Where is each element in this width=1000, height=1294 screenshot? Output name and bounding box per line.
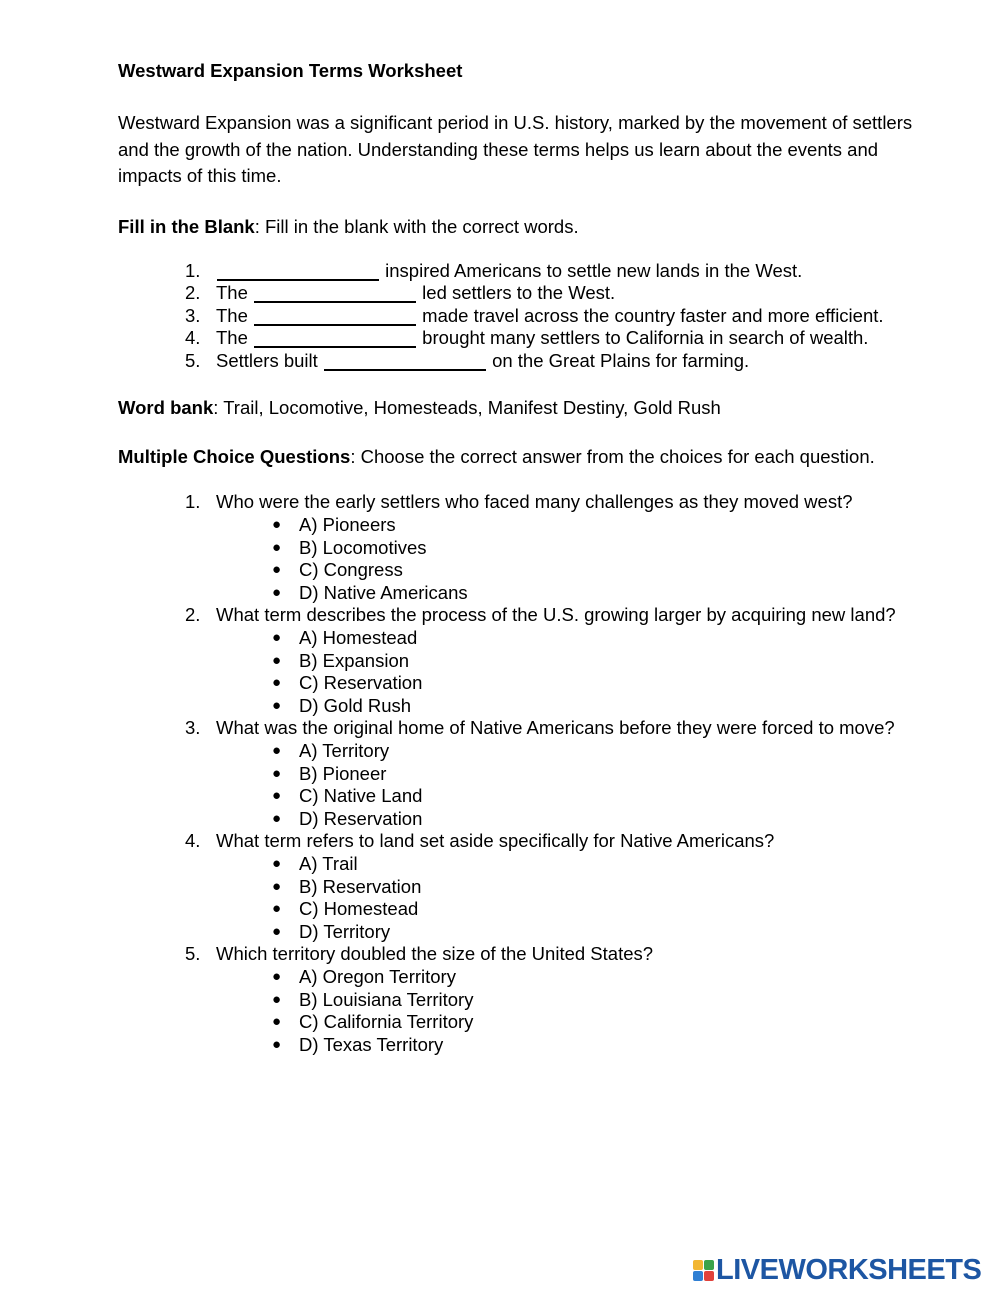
question-line [118, 943, 958, 966]
bullet-icon: ● [272, 696, 282, 714]
bullet-icon: ● [272, 854, 282, 872]
choice-list [118, 627, 958, 717]
bullet-icon: ● [272, 922, 282, 940]
question-text: What was the original home of Native Americans before they were forced to move? [216, 717, 895, 739]
choice-text: B) Expansion [299, 649, 410, 671]
bullet-icon: ● [272, 877, 282, 895]
item-number: 2. [185, 282, 201, 304]
mcq-list [118, 491, 958, 1056]
item-text-before: The [216, 304, 254, 326]
word-bank-words: : Trail, Locomotive, Homesteads, Manifest Destiny, Gold Rush [213, 397, 721, 419]
answer-blank-input[interactable] [217, 261, 379, 281]
answer-blank-input[interactable] [324, 351, 486, 371]
answer-choice[interactable] [118, 514, 958, 537]
word-bank [118, 396, 958, 420]
choice-text: A) Pioneers [299, 514, 396, 536]
mcq-question [118, 830, 958, 943]
word-bank-heading: Word bank [118, 397, 214, 419]
item-text-after: inspired Americans to settle new lands in the West. [380, 259, 803, 281]
choice-text: B) Reservation [299, 875, 422, 897]
question-number: 4. [185, 830, 201, 852]
choice-list [118, 740, 958, 830]
intro-paragraph: Westward Expansion was a significant period in U.S. history, marked by the movement of settlers and the growth of the nation. Understanding these terms helps us learn about the events and impacts of this time. [118, 112, 913, 186]
item-text-after: brought many settlers to California in search of wealth. [417, 327, 869, 349]
bullet-icon: ● [272, 809, 282, 827]
logo-square [693, 1260, 703, 1270]
choice-list [118, 966, 958, 1056]
answer-blank-input[interactable] [254, 306, 416, 326]
question-number: 2. [185, 604, 201, 626]
mcq-question [118, 717, 958, 830]
fill-in-list [118, 260, 958, 373]
answer-choice[interactable] [118, 740, 958, 763]
bullet-icon: ● [272, 787, 282, 805]
choice-text: B) Louisiana Territory [299, 988, 474, 1010]
fill-in-item [118, 350, 958, 373]
answer-choice[interactable] [118, 537, 958, 560]
mcq-question [118, 491, 958, 604]
choice-text: B) Locomotives [299, 536, 427, 558]
bullet-icon: ● [272, 990, 282, 1008]
logo-square [693, 1271, 703, 1281]
question-number: 3. [185, 717, 201, 739]
fill-in-item [118, 282, 958, 305]
mcq-instruction: : Choose the correct answer from the choices for each question. [350, 446, 875, 468]
bullet-icon: ● [272, 516, 282, 534]
question-number: 1. [185, 491, 201, 513]
answer-choice[interactable] [118, 582, 958, 605]
answer-choice[interactable] [118, 966, 958, 989]
choice-text: A) Trail [299, 852, 358, 874]
logo-mark-icon [693, 1260, 714, 1281]
mcq-question [118, 943, 958, 1056]
question-line [118, 491, 958, 514]
answer-blank-input[interactable] [254, 283, 416, 303]
liveworksheets-logo[interactable] [693, 1254, 981, 1286]
answer-choice[interactable] [118, 695, 958, 718]
choice-text: C) Native Land [299, 785, 423, 807]
question-text: What term describes the process of the U.S. growing larger by acquiring new land? [216, 604, 896, 626]
item-number: 5. [185, 349, 201, 371]
bullet-icon: ● [272, 764, 282, 782]
item-number: 3. [185, 304, 201, 326]
bullet-icon: ● [272, 674, 282, 692]
bullet-icon: ● [272, 561, 282, 579]
logo-square [704, 1260, 714, 1270]
item-text-before: The [216, 282, 254, 304]
bullet-icon: ● [272, 967, 282, 985]
question-line [118, 830, 958, 853]
bullet-icon: ● [272, 742, 282, 759]
fill-in-instruction: : Fill in the blank with the correct words. [254, 215, 579, 237]
question-text: Who were the early settlers who faced many challenges as they moved west? [216, 491, 853, 513]
bullet-icon: ● [272, 629, 282, 647]
choice-text: D) Reservation [299, 807, 423, 829]
choice-text: D) Gold Rush [299, 694, 412, 716]
item-text-before: Settlers built [216, 349, 323, 371]
answer-choice[interactable] [118, 627, 958, 650]
answer-choice[interactable] [118, 650, 958, 673]
answer-choice[interactable] [118, 1034, 958, 1057]
question-line [118, 604, 958, 627]
choice-text: C) Homestead [299, 898, 419, 920]
answer-choice[interactable] [118, 763, 958, 786]
mcq-heading: Multiple Choice Questions [118, 446, 351, 468]
choice-text: A) Territory [299, 740, 390, 761]
choice-text: D) Native Americans [299, 581, 468, 603]
answer-choice[interactable] [118, 876, 958, 899]
choice-text: C) Reservation [299, 672, 423, 694]
choice-list [118, 514, 958, 604]
answer-choice[interactable] [118, 853, 958, 876]
answer-choice[interactable] [118, 898, 958, 921]
item-text-after: led settlers to the West. [417, 282, 616, 304]
item-number: 4. [185, 327, 201, 349]
choice-text: C) California Territory [299, 1011, 474, 1033]
question-number: 5. [185, 943, 201, 965]
bullet-icon: ● [272, 1035, 282, 1053]
answer-choice[interactable] [118, 559, 958, 582]
choice-text: A) Homestead [299, 627, 418, 649]
choice-text: D) Texas Territory [299, 1033, 444, 1055]
choice-list [118, 853, 958, 943]
bullet-icon: ● [272, 651, 282, 669]
choice-text: B) Pioneer [299, 762, 387, 784]
bullet-icon: ● [272, 1013, 282, 1031]
fill-in-item [118, 305, 958, 328]
worksheet-title: Westward Expansion Terms Worksheet [118, 60, 463, 81]
question-text: What term refers to land set aside specifically for Native Americans? [216, 830, 775, 852]
mcq-heading-line [118, 445, 958, 469]
answer-choice[interactable] [118, 672, 958, 695]
item-number: 1. [185, 259, 201, 281]
fill-in-heading: Fill in the Blank [118, 215, 255, 237]
fill-in-item [118, 260, 958, 283]
answer-choice[interactable] [118, 808, 958, 831]
logo-square [704, 1271, 714, 1281]
item-text-after: on the Great Plains for farming. [486, 349, 750, 371]
bullet-icon: ● [272, 900, 282, 918]
answer-choice[interactable] [118, 1011, 958, 1034]
question-line [118, 717, 958, 740]
bullet-icon: ● [272, 583, 282, 601]
choice-text: A) Oregon Territory [299, 965, 456, 987]
question-text: Which territory doubled the size of the United States? [216, 943, 654, 965]
item-text-after: made travel across the country faster and more efficient. [417, 304, 884, 326]
answer-choice[interactable] [118, 921, 958, 944]
worksheet-page [118, 59, 958, 1056]
answer-choice[interactable] [118, 785, 958, 808]
answer-blank-input[interactable] [254, 328, 416, 348]
choice-text: D) Territory [299, 920, 391, 942]
answer-choice[interactable] [118, 989, 958, 1012]
mcq-question [118, 604, 958, 717]
item-text-before: The [216, 327, 254, 349]
logo-text: LIVEWORKSHEETS [716, 1254, 982, 1286]
choice-text: C) Congress [299, 559, 403, 581]
fill-in-item [118, 327, 958, 350]
fill-in-heading-line [118, 215, 958, 239]
bullet-icon: ● [272, 538, 282, 556]
